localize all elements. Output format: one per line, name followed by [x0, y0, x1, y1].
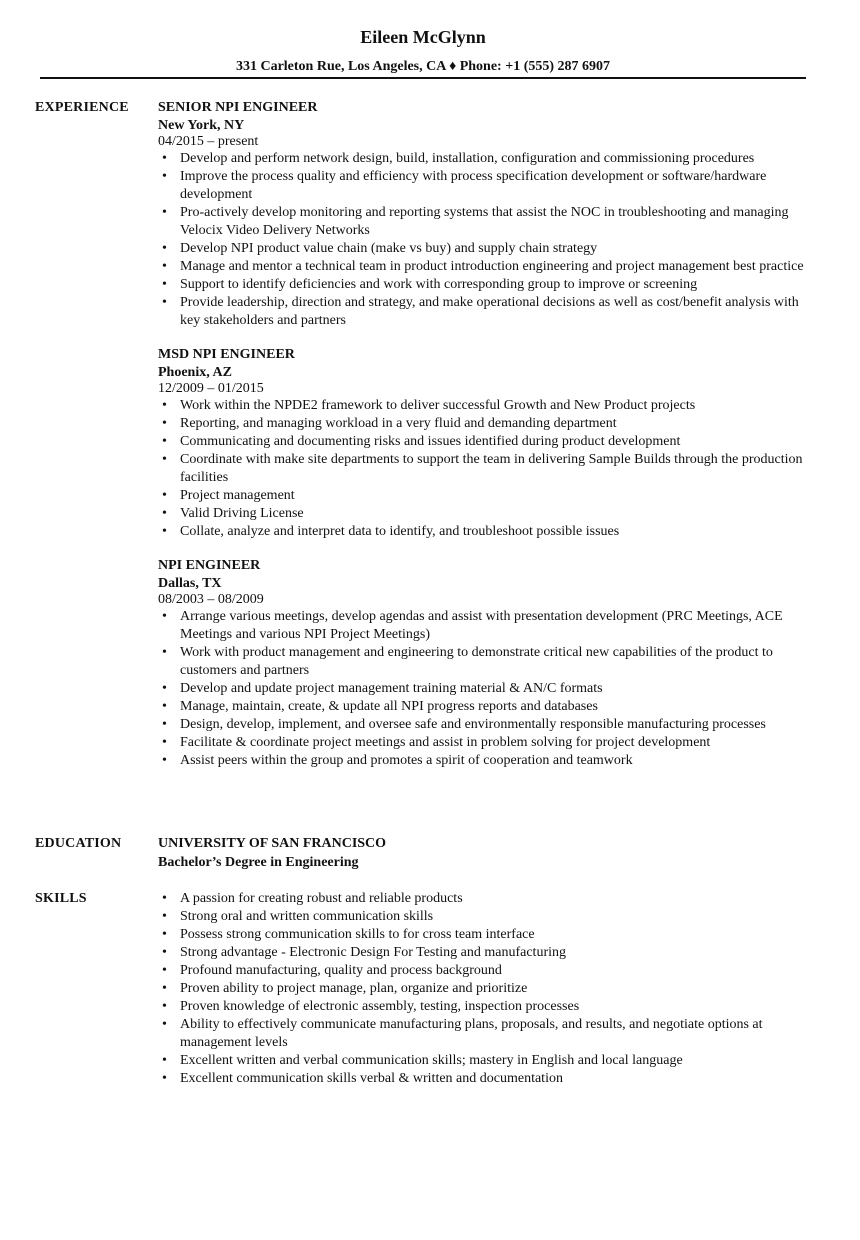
bullet-item: • Assist peers within the group and promotes a spirit of cooperation and teamwork: [158, 752, 810, 770]
bullet-item: • Communicating and documenting risks and issues identified during product development: [158, 433, 810, 451]
job-location: New York, NY: [158, 118, 245, 133]
job-entry: [158, 346, 810, 541]
bullet-item: • Manage, maintain, create, & update all NPI progress reports and databases: [158, 698, 810, 716]
job-bullets: [158, 150, 810, 330]
job-title: NPI ENGINEER: [158, 558, 261, 573]
job-entry: [158, 99, 810, 330]
skill-item: • Possess strong communication skills to for cross team interface: [158, 926, 810, 944]
candidate-name: Eileen McGlynn: [360, 27, 486, 47]
job-bullets: [158, 397, 810, 541]
bullet-item: • Develop NPI product value chain (make vs buy) and supply chain strategy: [158, 240, 810, 258]
degree: Bachelor’s Degree in Engineering: [158, 855, 359, 870]
job-location: Phoenix, AZ: [158, 365, 232, 380]
bullet-item: • Collate, analyze and interpret data to identify, and troubleshoot possible issues: [158, 523, 810, 541]
skill-item: • Proven knowledge of electronic assembly, testing, inspection processes: [158, 998, 810, 1016]
bullet-item: • Project management: [158, 487, 810, 505]
job-location: Dallas, TX: [158, 576, 222, 591]
skill-item: • Proven ability to project manage, plan, organize and prioritize: [158, 980, 810, 998]
contact-line: 331 Carleton Rue, Los Angeles, CA ♦ Phone: +1 (555) 287 6907: [235, 59, 611, 74]
education-heading: EDUCATION: [35, 836, 122, 851]
bullet-item: • Facilitate & coordinate project meetings and assist in problem solving for project development: [158, 734, 810, 752]
job-title: MSD NPI ENGINEER: [158, 347, 295, 362]
bullet-item: • Support to identify deficiencies and work with corresponding group to improve or screening: [158, 276, 810, 294]
job-title: SENIOR NPI ENGINEER: [158, 100, 318, 115]
bullet-item: • Arrange various meetings, develop agendas and assist with presentation development (PRC Meetings, ACE Meetings and various NPI Project Meetings): [158, 608, 810, 644]
bullet-item: • Manage and mentor a technical team in product introduction engineering and project management best practice: [158, 258, 810, 276]
bullet-item: • Develop and perform network design, build, installation, configuration and commissioning procedures: [158, 150, 810, 168]
skill-item: • Profound manufacturing, quality and process background: [158, 962, 810, 980]
skill-item: • Strong oral and written communication skills: [158, 908, 810, 926]
job-dates: 04/2015 – present: [158, 134, 259, 149]
skills-heading: SKILLS: [35, 891, 87, 906]
school-name: UNIVERSITY OF SAN FRANCISCO: [158, 836, 387, 851]
bullet-item: • Provide leadership, direction and strategy, and make operational decisions as well as cost/benefit analysis with key stakeholders and partners: [158, 294, 810, 330]
job-bullets: [158, 608, 810, 770]
job-dates: 12/2009 – 01/2015: [158, 381, 264, 396]
job-entry: [158, 557, 810, 770]
skill-item: • Excellent written and verbal communication skills; mastery in English and local language: [158, 1052, 810, 1070]
bullet-item: • Reporting, and managing workload in a very fluid and demanding department: [158, 415, 810, 433]
bullet-item: • Work within the NPDE2 framework to deliver successful Growth and New Product projects: [158, 397, 810, 415]
skill-item: • Strong advantage - Electronic Design For Testing and manufacturing: [158, 944, 810, 962]
bullet-item: • Work with product management and engineering to demonstrate critical new capabilities of the product to customers and partners: [158, 644, 810, 680]
skills-list: [158, 890, 810, 1088]
skill-item: • A passion for creating robust and reliable products: [158, 890, 810, 908]
experience-heading: EXPERIENCE: [35, 100, 129, 115]
bullet-item: • Valid Driving License: [158, 505, 810, 523]
job-dates: 08/2003 – 08/2009: [158, 592, 264, 607]
skill-item: • Ability to effectively communicate manufacturing plans, proposals, and results, and negotiate options at management levels: [158, 1016, 810, 1052]
bullet-item: • Coordinate with make site departments to support the team in delivering Sample Builds through the production facilities: [158, 451, 810, 487]
bullet-item: • Develop and update project management training material & AN/C formats: [158, 680, 810, 698]
bullet-item: • Pro-actively develop monitoring and reporting systems that assist the NOC in troubleshooting and managing Velocix Video Delivery Networks: [158, 204, 810, 240]
header-divider: [40, 77, 806, 79]
bullet-item: • Design, develop, implement, and oversee safe and environmentally responsible manufacturing processes: [158, 716, 810, 734]
skill-item: • Excellent communication skills verbal & written and documentation: [158, 1070, 810, 1088]
bullet-item: • Improve the process quality and efficiency with process specification development or software/hardware development: [158, 168, 810, 204]
